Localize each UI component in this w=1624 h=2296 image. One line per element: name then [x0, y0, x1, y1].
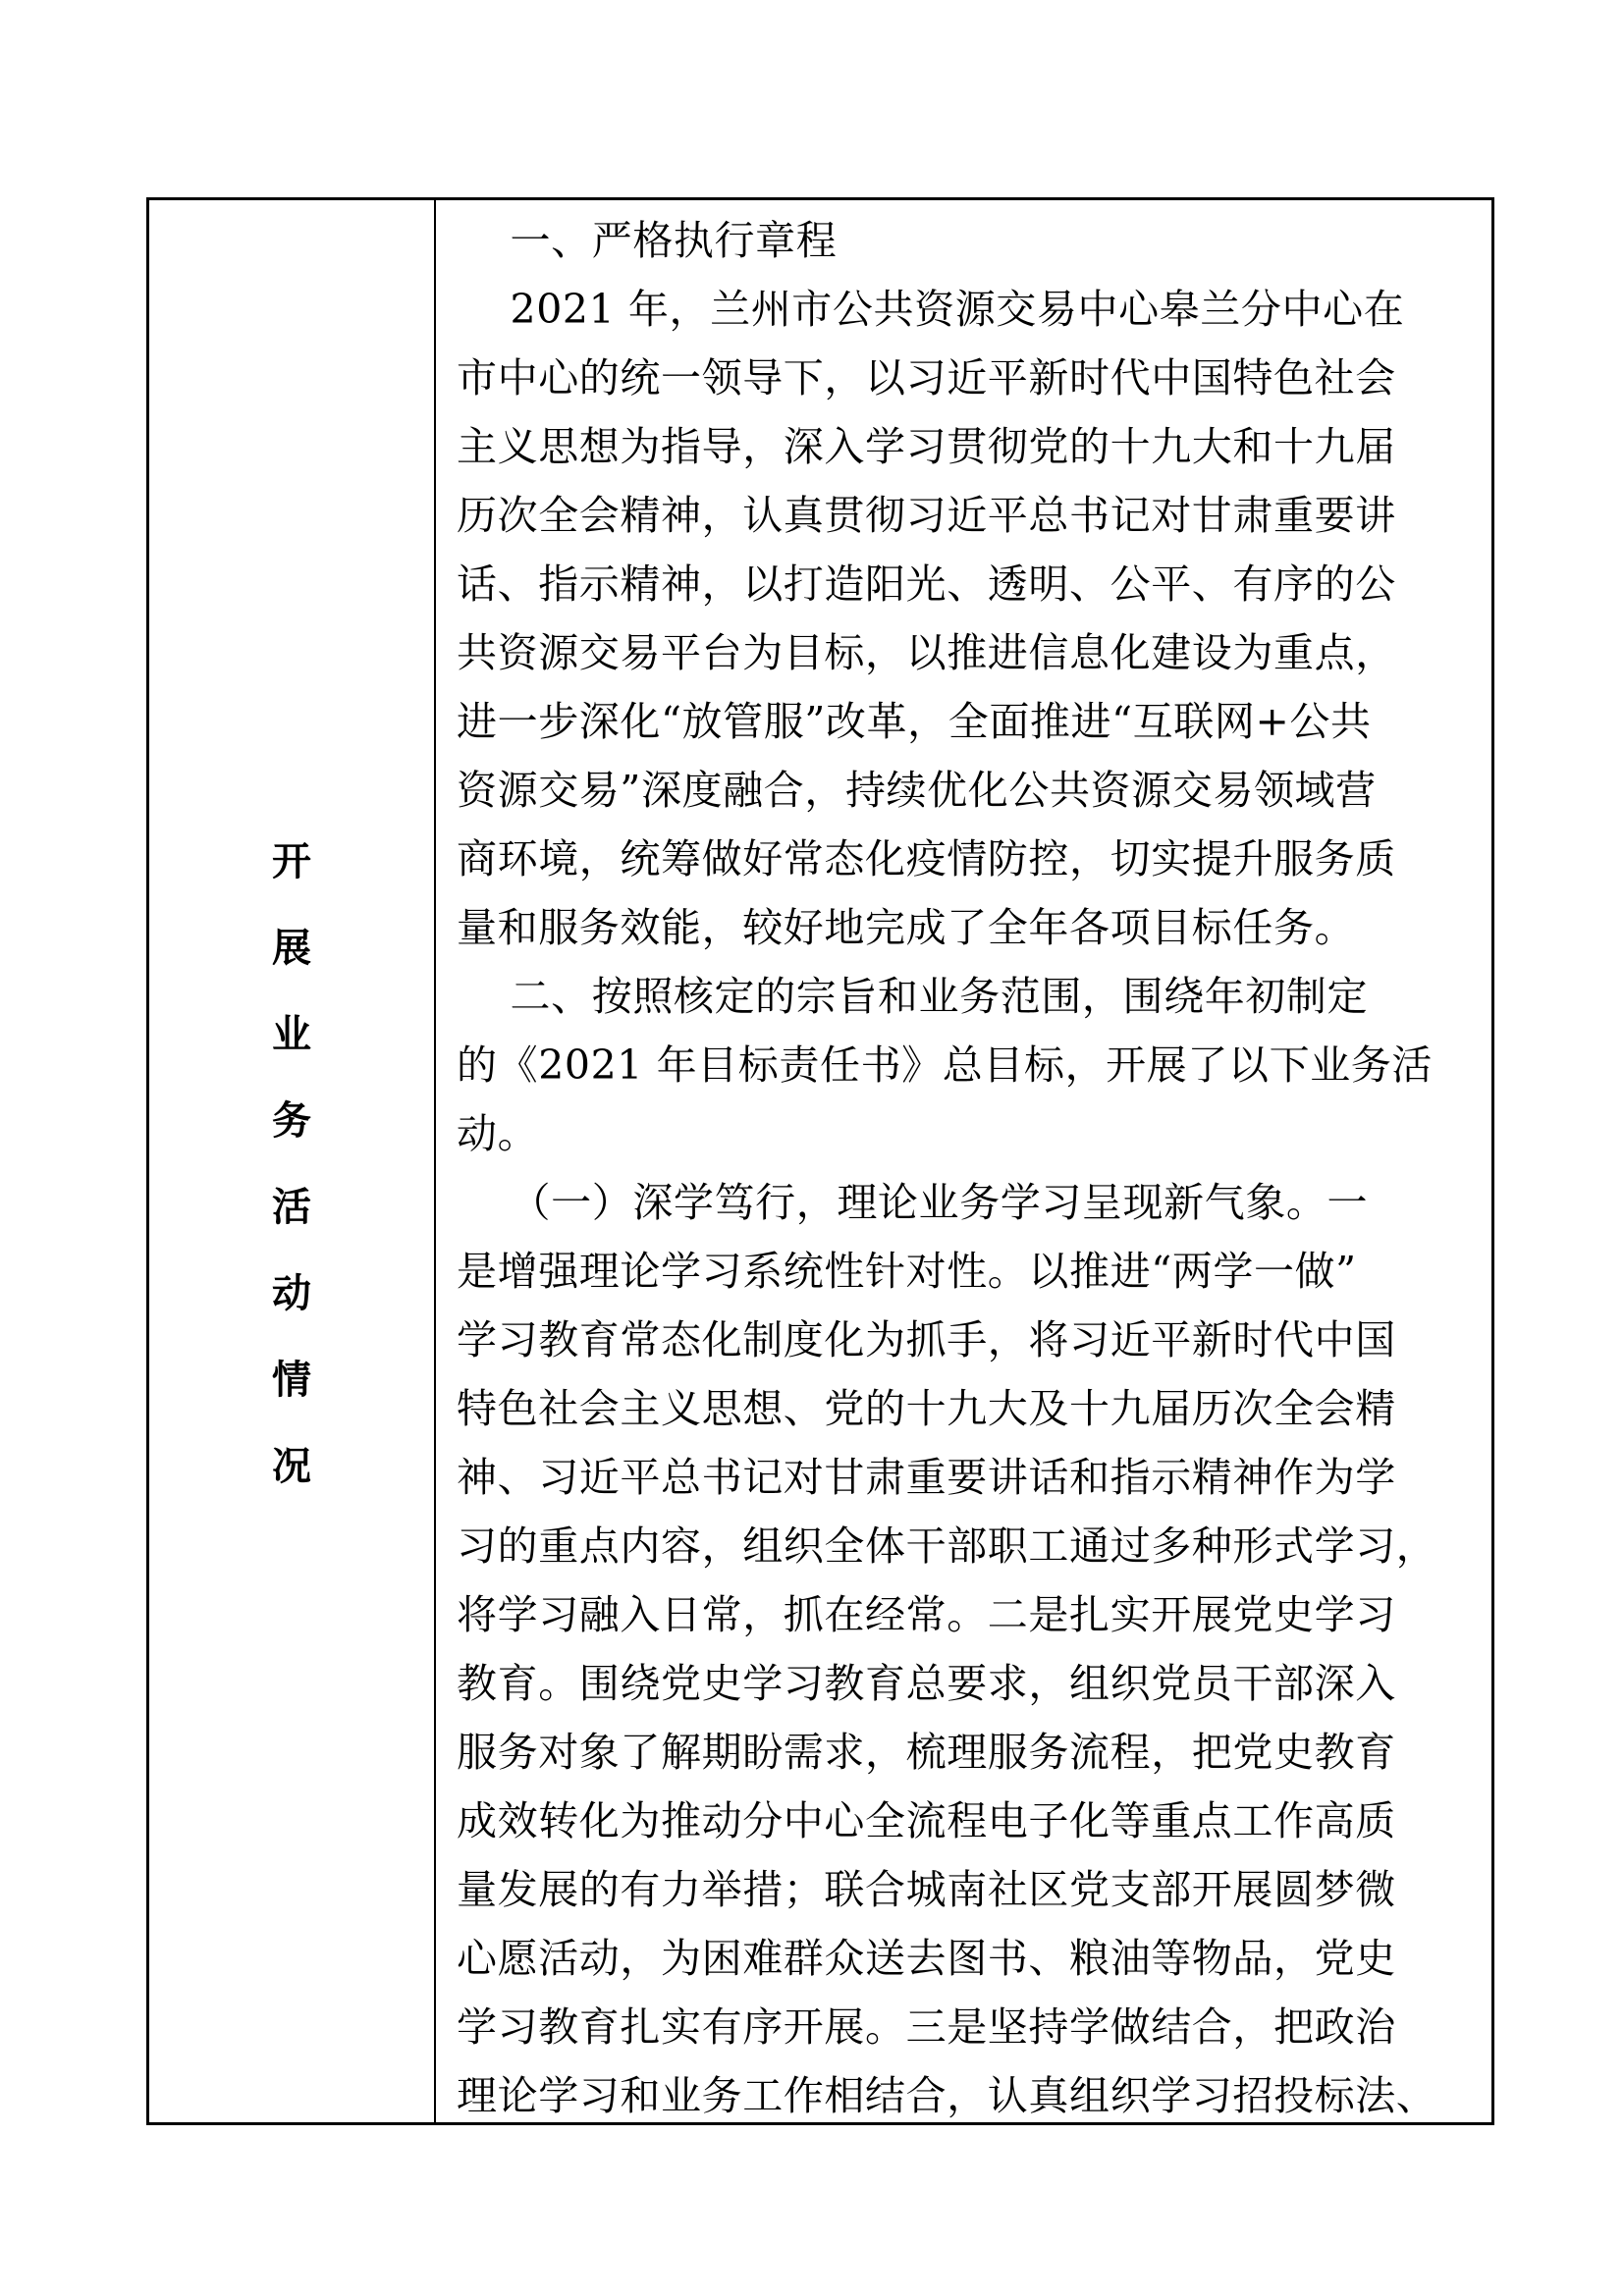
text-line: 学习教育扎实有序开展。三是坚持学做结合，把政治	[457, 2003, 1396, 2051]
text-line: 服务对象了解期盼需求，梳理服务流程，把党史教育	[457, 1729, 1396, 1776]
text-line: 神、习近平总书记对甘肃重要讲话和指示精神作为学	[457, 1454, 1396, 1501]
row-label-char: 展	[272, 926, 311, 971]
text-line: 二、按照核定的宗旨和业务范围，围绕年初制定	[457, 973, 1369, 1020]
text-line: 量发展的有力举措；联合城南社区党支部开展圆梦微	[457, 1866, 1396, 1913]
text-line: 进一步深化“放管服”改革，全面推进“互联网+公共	[457, 698, 1372, 745]
row-label-char: 业	[272, 1012, 311, 1057]
text-line: 动。	[457, 1110, 539, 1157]
column-divider	[434, 197, 436, 2125]
text-line: 商环境，统筹做好常态化疫情防控，切实提升服务质	[457, 835, 1396, 882]
text-line: 2021 年，兰州市公共资源交易中心皋兰分中心在	[457, 286, 1405, 333]
text-line: 一、严格执行章程	[457, 217, 838, 264]
text-line: 资源交易”深度融合，持续优化公共资源交易领域营	[457, 767, 1377, 814]
text-line: 是增强理论学习系统性针对性。以推进“两学一做”	[457, 1248, 1357, 1295]
text-line: 教育。围绕党史学习教育总要求，组织党员干部深入	[457, 1660, 1396, 1707]
row-label-cell	[149, 200, 434, 2122]
text-line: 的《2021 年目标责任书》总目标，开展了以下业务活	[457, 1041, 1433, 1089]
text-line: 成效转化为推动分中心全流程电子化等重点工作高质	[457, 1797, 1396, 1844]
text-line: 话、指示精神，以打造阳光、透明、公平、有序的公	[457, 561, 1396, 608]
text-line: 共资源交易平台为目标，以推进信息化建设为重点，	[457, 629, 1396, 676]
text-line: 理论学习和业务工作相结合，认真组织学习招投标法、	[457, 2072, 1437, 2119]
text-line: 主义思想为指导，深入学习贯彻党的十九大和十九届	[457, 423, 1396, 470]
row-label-char: 活	[272, 1185, 311, 1230]
text-line: 学习教育常态化制度化为抓手，将习近平新时代中国	[457, 1316, 1396, 1363]
row-label-char: 动	[272, 1271, 311, 1316]
row-label-char: 开	[272, 839, 311, 884]
row-label-char: 情	[272, 1358, 311, 1403]
text-line: 心愿活动，为困难群众送去图书、粮油等物品，党史	[457, 1935, 1396, 1982]
text-line: （一）深学笃行，理论业务学习呈现新气象。一	[457, 1179, 1369, 1226]
row-label-char: 况	[272, 1444, 311, 1489]
text-line: 量和服务效能，较好地完成了全年各项目标任务。	[457, 904, 1356, 951]
text-line: 市中心的统一领导下，以习近平新时代中国特色社会	[457, 354, 1396, 401]
text-line: 历次全会精神，认真贯彻习近平总书记对甘肃重要讲	[457, 492, 1396, 539]
text-line: 习的重点内容，组织全体干部职工通过多种形式学习，	[457, 1522, 1437, 1570]
text-line: 将学习融入日常，抓在经常。二是扎实开展党史学习	[457, 1591, 1396, 1638]
row-label-char: 务	[272, 1098, 311, 1144]
text-line: 特色社会主义思想、党的十九大及十九届历次全会精	[457, 1385, 1396, 1432]
